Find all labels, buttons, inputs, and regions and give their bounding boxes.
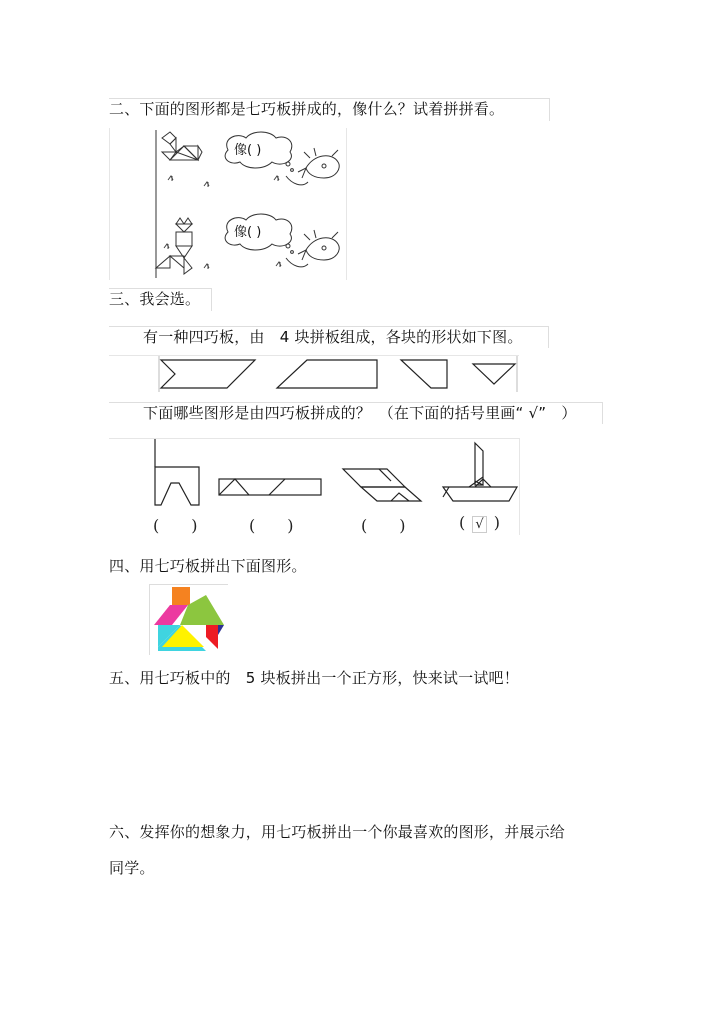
section5-title bbox=[109, 668, 519, 688]
options-figure bbox=[109, 438, 520, 535]
piece-triangle bbox=[473, 364, 515, 384]
tangram-cat bbox=[156, 218, 192, 274]
bubble-text-row2: 像( ) bbox=[234, 225, 262, 240]
section3-intro bbox=[109, 326, 549, 348]
section6-line1-text: 六、发挥你的想象力，用七巧板拼出一个你最喜欢的图形，并展示给 bbox=[109, 823, 566, 841]
option4-open-paren: ( bbox=[459, 513, 466, 532]
cat-icon-row1 bbox=[286, 148, 339, 185]
red-piece bbox=[206, 625, 218, 649]
section2-title bbox=[109, 98, 550, 121]
option2-parentheses[interactable]: ( ) bbox=[249, 516, 294, 535]
section2-figure bbox=[109, 128, 347, 280]
four-piece-shapes-drawing bbox=[109, 356, 519, 392]
blue-piece bbox=[218, 625, 224, 635]
piece-pentagon bbox=[161, 360, 255, 388]
option1-shape bbox=[155, 439, 199, 505]
section6-line2 bbox=[109, 858, 155, 878]
option4-parentheses[interactable] bbox=[459, 513, 500, 533]
birds-row1b bbox=[274, 176, 279, 181]
section3-intro-text: 有一种四巧板，由 4 块拼板组成，各块的形状如下图。 bbox=[143, 328, 523, 346]
option2-shape bbox=[219, 479, 321, 495]
option3-parentheses[interactable]: ( ) bbox=[361, 516, 406, 535]
tangram-house-figure bbox=[149, 584, 228, 655]
section4-title bbox=[109, 556, 307, 576]
section3-title-text: 三、我会选。 bbox=[109, 290, 201, 308]
piece-quadrilateral bbox=[401, 360, 447, 388]
section3-question bbox=[109, 402, 603, 424]
section4-title-text: 四、用七巧板拼出下面图形。 bbox=[109, 557, 307, 575]
section6-line2-text: 同学。 bbox=[109, 859, 155, 877]
thought-bubble-row2 bbox=[225, 214, 293, 253]
section6-line1 bbox=[109, 822, 565, 842]
section2-drawing bbox=[110, 128, 346, 280]
section5-title-text: 五、用七巧板中的 5 块板拼出一个正方形，快来试一试吧！ bbox=[109, 669, 519, 687]
tangram-house-drawing bbox=[150, 585, 228, 655]
option4-close-paren: ) bbox=[493, 513, 500, 532]
orange-square bbox=[172, 587, 190, 605]
tangram-swan bbox=[162, 132, 202, 160]
option1-parentheses[interactable]: ( ) bbox=[153, 516, 198, 535]
four-piece-shapes bbox=[109, 355, 519, 392]
section3-question-text: 下面哪些图形是由四巧板拼成的？ （在下面的括号里画“ √” ） bbox=[143, 404, 577, 422]
piece-trapezoid bbox=[277, 360, 377, 388]
birds-row2b bbox=[276, 262, 281, 267]
check-mark: √ bbox=[472, 516, 486, 533]
section2-title-text: 二、下面的图形都是七巧板拼成的，像什么？试着拼拼看。 bbox=[109, 100, 505, 118]
bubble-text-row1: 像( ) bbox=[234, 143, 262, 158]
birds-row1 bbox=[168, 176, 209, 187]
option3-shape bbox=[343, 469, 421, 501]
option4-shape bbox=[443, 443, 517, 501]
thought-bubble-row1 bbox=[225, 132, 293, 171]
section3-title bbox=[109, 288, 212, 311]
cat-icon-row2 bbox=[286, 230, 339, 267]
